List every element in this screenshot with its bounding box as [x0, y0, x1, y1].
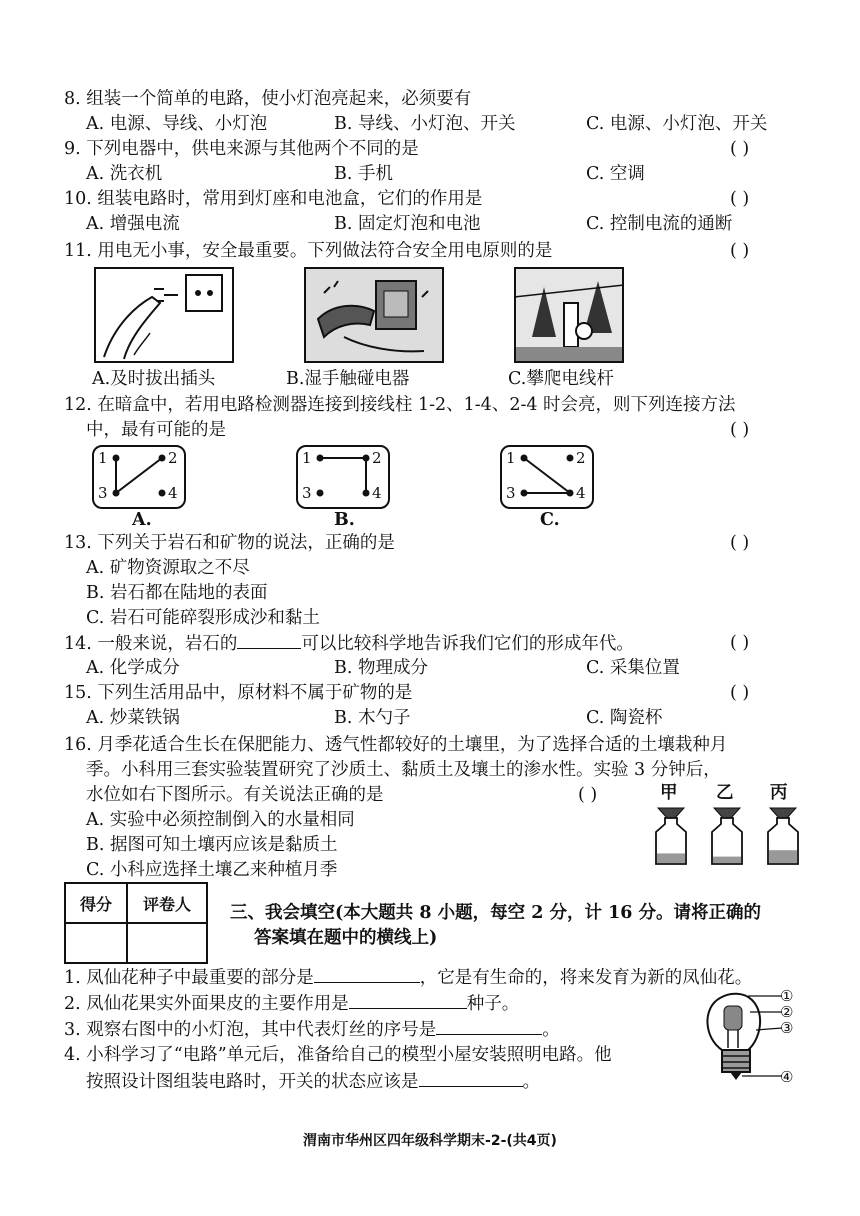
- q14-option-c: C. 采集位置: [586, 658, 680, 678]
- fill-q1-pre: 1. 凤仙花种子中最重要的部分是: [64, 968, 314, 988]
- fill-q4-line2: [86, 1070, 540, 1093]
- q15-option-a: A. 炒菜铁锅: [86, 708, 180, 728]
- q16-stem-line3: 水位如右下图所示。有关说法正确的是: [86, 785, 384, 805]
- q10-stem: 10. 组装电路时，常用到灯座和电池盒，它们的作用是: [64, 189, 483, 209]
- fill-q4-pre: 按照设计图组装电路时，开关的状态应该是: [86, 1072, 419, 1092]
- fill-q2-pre: 2. 凤仙花果实外面果皮的主要作用是: [64, 994, 349, 1014]
- water-level-1: [657, 853, 685, 863]
- circuit-a-terminal-2: 2: [168, 449, 178, 467]
- q12-stem-line1: 12. 在暗盒中，若用电路检测器连接到接线柱 1-2、1-4、2-4 时会亮，则下列连接方法: [64, 395, 736, 415]
- score-table: [64, 882, 208, 964]
- q15-answer-paren: ( ): [730, 683, 750, 703]
- circuit-b-terminal-2: 2: [372, 449, 382, 467]
- q15-option-b: B. 木勺子: [334, 708, 411, 728]
- q11-option-b: B.湿手触碰电器: [286, 369, 410, 389]
- q14-stem: [64, 632, 634, 655]
- page-footer: 渭南市华州区四年级科学期末-2-(共4页): [303, 1133, 557, 1149]
- fill-q4-blank[interactable]: [419, 1070, 523, 1087]
- q12-option-c: C.: [540, 510, 560, 530]
- q8-option-a: A. 电源、导线、小灯泡: [86, 114, 268, 134]
- q8-option-c: C. 电源、小灯泡、开关: [586, 114, 768, 134]
- q14-blank[interactable]: [237, 632, 301, 649]
- grader-cell[interactable]: [127, 923, 207, 963]
- q14-option-a: A. 化学成分: [86, 658, 180, 678]
- q14-stem-pre: 14. 一般来说，岩石的: [64, 634, 238, 654]
- q9-stem: 9. 下列电器中，供电来源与其他两个不同的是: [64, 139, 419, 159]
- q13-option-c: C. 岩石可能碎裂形成沙和黏土: [86, 608, 320, 628]
- q8-stem: 8. 组装一个简单的电路，使小灯泡亮起来，必须要有: [64, 89, 472, 109]
- q12-option-b: B.: [334, 510, 355, 530]
- q8-option-b: B. 导线、小灯泡、开关: [334, 114, 516, 134]
- circuit-c-terminal-2: 2: [576, 449, 586, 467]
- q16-stem-line2: 季。小科用三套实验装置研究了沙质土、黏质土及壤土的渗水性。实验 3 分钟后，: [86, 760, 721, 780]
- q16-label-yi: 乙: [716, 783, 734, 803]
- soil-bottle-1: [656, 808, 686, 864]
- score-cell[interactable]: [65, 923, 127, 963]
- bulb-label-1: ①: [780, 987, 794, 1005]
- q11-option-a: A.及时拔出插头: [92, 369, 216, 389]
- section3-heading-line1: 三、我会填空(本大题共 8 小题，每空 2 分，计 16 分。请将正确的: [230, 903, 762, 923]
- q10-answer-paren: ( ): [730, 189, 750, 209]
- soil-bottles: [646, 806, 806, 868]
- circuit-b-terminal-4: 4: [372, 484, 382, 502]
- q13-option-b: B. 岩石都在陆地的表面: [86, 583, 268, 603]
- unplug-image: [94, 267, 234, 363]
- bulb-label-4: ④: [780, 1068, 794, 1086]
- water-level-3: [769, 850, 797, 863]
- section3-heading-line2: 答案填在题中的横线上): [254, 928, 438, 948]
- circuit-b-terminal-1: 1: [302, 449, 312, 467]
- q14-stem-post: 可以比较科学地告诉我们它们的形成年代。: [301, 634, 634, 654]
- circuit-a-terminal-3: 3: [98, 484, 108, 502]
- q14-answer-paren: ( ): [730, 633, 750, 653]
- q13-stem: 13. 下列关于岩石和矿物的说法，正确的是: [64, 533, 395, 553]
- fill-q2-blank[interactable]: [349, 992, 467, 1009]
- q12-option-a: A.: [132, 510, 152, 530]
- circuit-c-terminal-3: 3: [506, 484, 516, 502]
- circuit-c-terminal-4: 4: [576, 484, 586, 502]
- fill-q4-post: 。: [522, 1072, 540, 1092]
- soil-bottle-3: [768, 808, 798, 864]
- circuit-a-terminal-4: 4: [168, 484, 178, 502]
- wet-hand-image: [304, 267, 444, 363]
- fill-q1-blank[interactable]: [314, 966, 420, 983]
- q10-option-b: B. 固定灯泡和电池: [334, 214, 481, 234]
- q10-option-a: A. 增强电流: [86, 214, 180, 234]
- q10-option-c: C. 控制电流的通断: [586, 214, 733, 234]
- bulb-label-3: ③: [780, 1019, 794, 1037]
- fill-q2: [64, 992, 519, 1015]
- fill-q3-post: 。: [542, 1020, 560, 1040]
- score-header: 得分: [65, 883, 127, 923]
- q11-stem: 11. 用电无小事，安全最重要。下列做法符合安全用电原则的是: [64, 241, 553, 261]
- q13-answer-paren: ( ): [730, 533, 750, 553]
- q13-option-a: A. 矿物资源取之不尽: [86, 558, 250, 578]
- q16-answer-paren: ( ): [578, 785, 598, 805]
- q11-option-c: C.攀爬电线杆: [508, 369, 614, 389]
- q16-option-a: A. 实验中必须控制倒入的水量相同: [86, 810, 355, 830]
- q16-label-bing: 丙: [770, 783, 788, 803]
- q16-option-c: C. 小科应选择土壤乙来种植月季: [86, 860, 338, 880]
- climb-pole-image: [514, 267, 624, 363]
- circuit-a-terminal-1: 1: [98, 449, 108, 467]
- fill-q4-line1: 4. 小科学习了“电路”单元后，准备给自己的模型小屋安装照明电路。他: [64, 1045, 612, 1065]
- fill-q3: [64, 1018, 560, 1041]
- q11-answer-paren: ( ): [730, 241, 750, 261]
- water-level-2: [713, 857, 741, 863]
- q15-stem: 15. 下列生活用品中，原材料不属于矿物的是: [64, 683, 413, 703]
- fill-q1-post: ，它是有生命的，将来发育为新的凤仙花。: [419, 968, 753, 988]
- q9-option-c: C. 空调: [586, 164, 645, 184]
- q14-option-b: B. 物理成分: [334, 658, 428, 678]
- circuit-c-terminal-1: 1: [506, 449, 516, 467]
- q16-label-jia: 甲: [660, 783, 678, 803]
- fill-q2-post: 种子。: [466, 994, 520, 1014]
- circuit-b-terminal-3: 3: [302, 484, 312, 502]
- q9-option-a: A. 洗衣机: [86, 164, 163, 184]
- q16-stem-line1: 16. 月季花适合生长在保肥能力、透气性都较好的土壤里，为了选择合适的土壤栽种月: [64, 735, 728, 755]
- grader-header: 评卷人: [127, 883, 207, 923]
- q9-answer-paren: ( ): [730, 139, 750, 159]
- q12-stem-line2: 中，最有可能的是: [86, 420, 226, 440]
- fill-q3-pre: 3. 观察右图中的小灯泡，其中代表灯丝的序号是: [64, 1020, 437, 1040]
- fill-q3-blank[interactable]: [436, 1018, 542, 1035]
- q9-option-b: B. 手机: [334, 164, 393, 184]
- q12-answer-paren: ( ): [730, 420, 750, 440]
- q16-option-b: B. 据图可知土壤丙应该是黏质土: [86, 835, 338, 855]
- soil-bottle-2: [712, 808, 742, 864]
- fill-q1: [64, 966, 752, 989]
- q15-option-c: C. 陶瓷杯: [586, 708, 663, 728]
- bulb-label-2: ②: [780, 1003, 794, 1021]
